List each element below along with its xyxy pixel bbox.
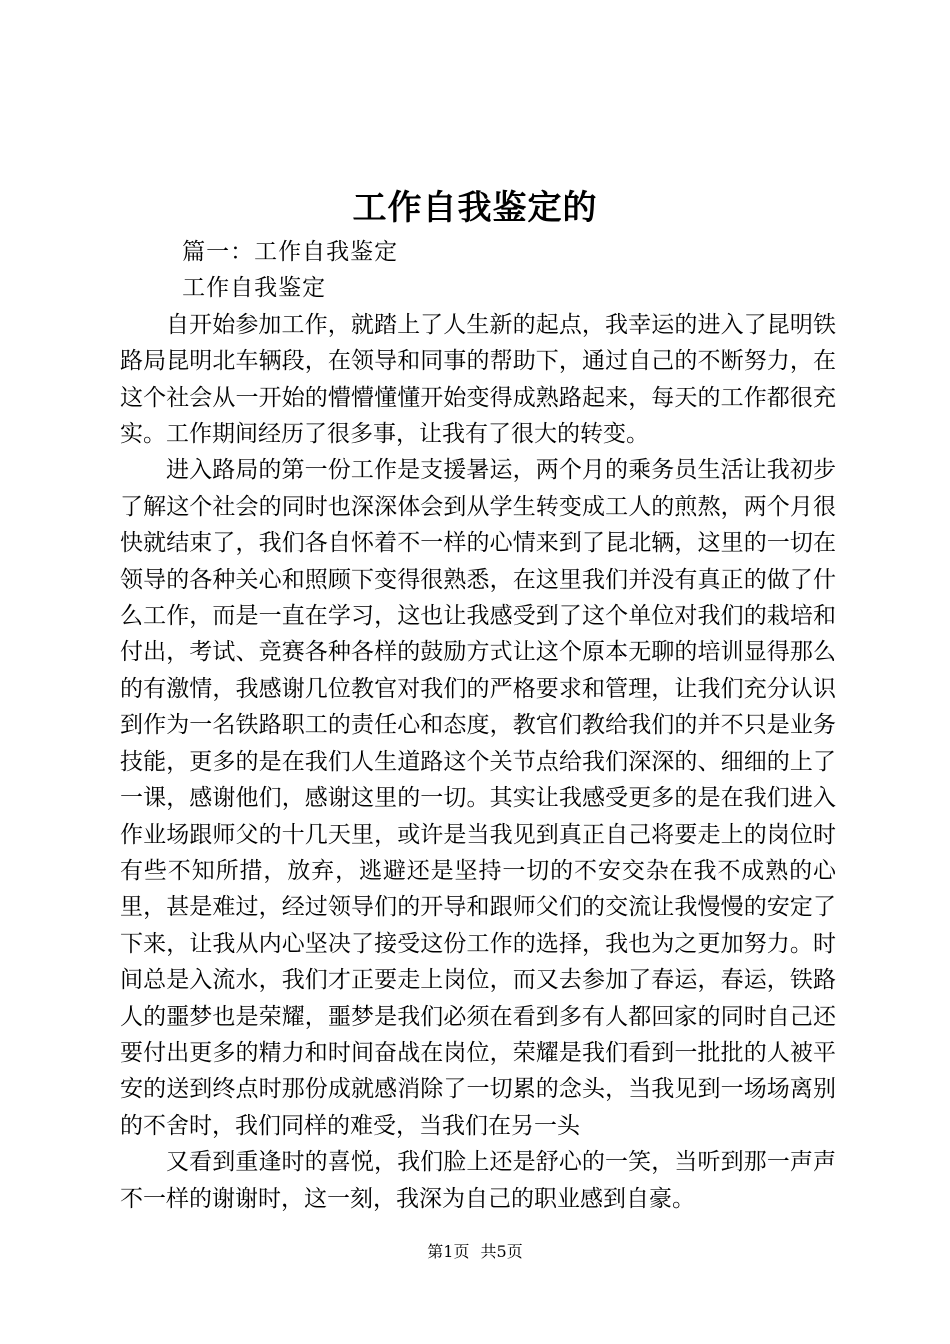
paragraph-3: 又看到重逢时的喜悦，我们脸上还是舒心的一笑，当听到那一声声不一样的谢谢时，这一刻，我深为自己的职业感到自豪。	[120, 1149, 836, 1212]
page-number: 第1页	[427, 1242, 470, 1261]
section-heading: 篇一：工作自我鉴定	[182, 239, 399, 265]
document-body	[120, 234, 836, 1217]
document-title: 工作自我鉴定的	[352, 188, 598, 228]
paragraph-2: 进入路局的第一份工作是支援暑运，两个月的乘务员生活让我初步了解这个社会的同时也深深体会到从学生转变成工人的煎熬，两个月很快就结束了，我们各自怀着不一样的心情来到了昆北辆，这里的一切在领导的各种关心和照顾下变得很熟悉，在这里我们并没有真正的做了什么工作，而是一直在学习，这也让我感受到了这个单位对我们的栽培和付出，考试、竞赛各种各样的鼓励方式让这个原本无聊的培训显得那么的有激情，我感谢几位教官对我们的严格要求和管理，让我们充分认识到作为一名铁路职工的责任心和态度，教官们教给我们的并不只是业务技能，更多的是在我们人生道路这个关节点给我们深深的、细细的上了一课，感谢他们，感谢这里的一切。其实让我感受更多的是在我们进入作业场跟师父的十几天里，或许是当我见到真正自己将要走上的岗位时有些不知所措，放弃，逃避还是坚持一切的不安交杂在我不成熟的心里，甚是难过，经过领导们的开导和跟师父们的交流让我慢慢的安定了下来，让我从内心坚决了接受这份工作的选择，我也为之更加努力。时间总是入流水，我们才正要走上岗位，而又去参加了春运，春运，铁路人的噩梦也是荣耀，噩梦是我们必须在看到多有人都回家的同时自己还要付出更多的精力和时间奋战在岗位，荣耀是我们看到一批批的人被平安的送到终点时那份成就感消除了一切累的念头，当我见到一场场离别的不舍时，我们同样的难受，当我们在另一头	[120, 457, 836, 1139]
subheading: 工作自我鉴定	[182, 275, 327, 302]
page-total: 共5页	[480, 1242, 523, 1261]
paragraph-1: 自开始参加工作，就踏上了人生新的起点，我幸运的进入了昆明铁路局昆明北车辆段，在领导和同事的帮助下，通过自己的不断努力，在这个社会从一开始的懵懵懂懂开始变得成熟路起来，每天的工作都很充实。工作期间经历了很多事，让我有了很大的转变。	[120, 311, 836, 448]
page-footer	[0, 1240, 950, 1264]
